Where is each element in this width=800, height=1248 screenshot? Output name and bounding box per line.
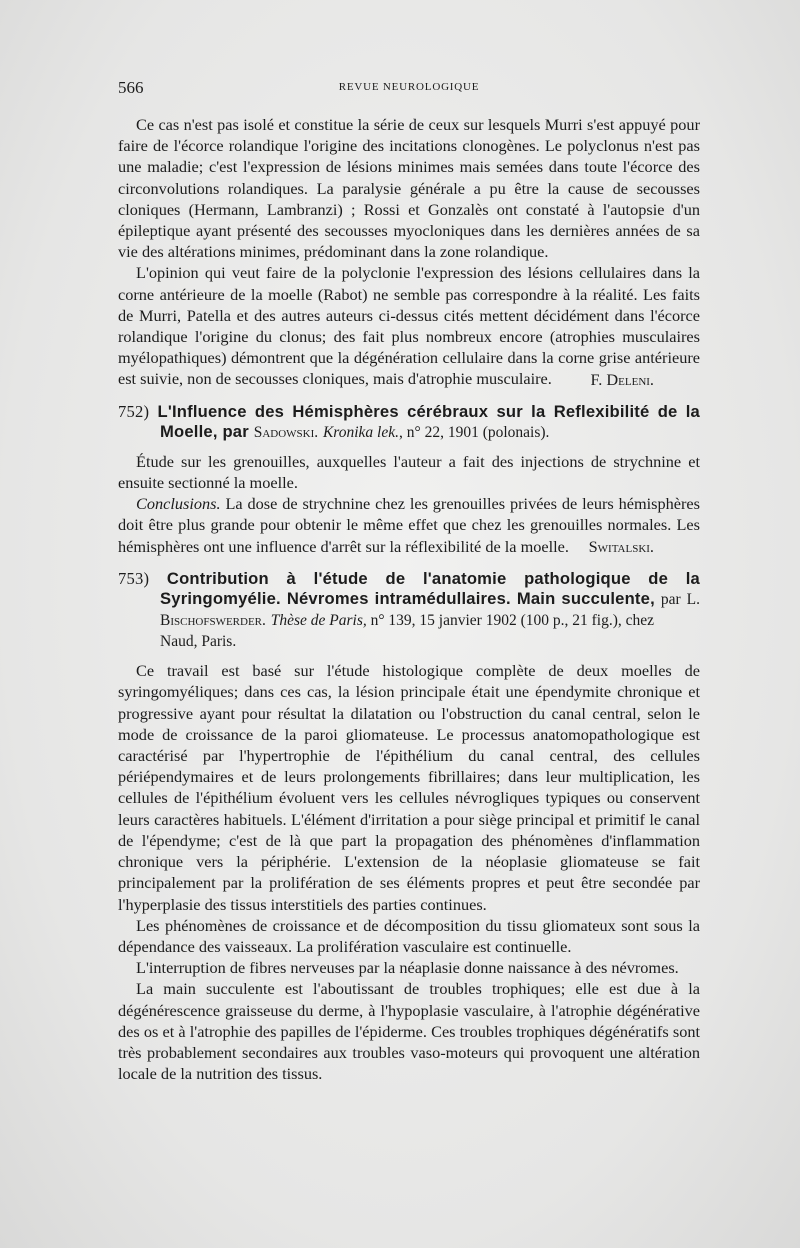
signature-switalski: Switalski.: [588, 536, 654, 556]
entry-752-journal: Kronika lek.: [322, 423, 399, 441]
entry-753-title: Contribution à l'étude de l'anatomie pathologique de la Syringomyélie. Névromes intramédullaires. Main succulente,: [160, 569, 700, 609]
entry-753-paragraph-1: Ce travail est basé sur l'étude histologique complète de deux moelles de syringomyéliques; dans ces cas, la lésion principale était une épendymite chronique et progressive ayant pour résultat la dilatation ou l'obstruction du canal central, selon le mode de croissance de la paroi gliomateuse. Le processus anatomopathologique est caractérisé par l'hypertrophie de l'épithélium du canal central, des cellules périépendymaires et de leurs prolongements fibrillaires; dans leur multiplication, les cellules de l'épithélium évoluent vers les cellules névrogliques typiques ou conservent leurs caractères habituels. L'élément d'irritation a pour siège principal et primitif le canal de l'épendyme; c'est de là que part la propagation des phénomènes d'inflammation chronique vers la périphérie. L'extension de la néoplasie gliomateuse se fait principalement par la prolifération de ses éléments propres et peut être secondée par l'hyperplasie des tissus interstitiels des parties continues.: [118, 661, 700, 914]
entry-753-paragraph-3: L'interruption de fibres nerveuses par la néaplasie donne naissance à des névromes.: [136, 958, 679, 978]
entry-753: [118, 569, 700, 1084]
entry-753-paragraph-4: La main succulente est l'aboutissant de troubles trophiques; elle est due à la dégénérescence graisseuse du derme, à l'hypoplasie vasculaire, à l'atrophie dégénérative des os et à l'atrophie des papilles de l'épiderme. Ces troubles trophiques dégénératifs sont très probablement secondaires aux troubles vaso-moteurs qui provoquent une altération locale de la nutrition des tissus.: [118, 979, 700, 1084]
entry-753-par: par: [660, 591, 681, 609]
conclusions-label: Conclusions.: [136, 494, 221, 514]
body-text: [118, 114, 700, 1084]
running-head: [118, 78, 700, 100]
entry-753-ref: n° 139, 15 janvier 1902 (100 p., 21 fig.), chez: [370, 612, 655, 630]
entry-752-ref: , n° 22, 1901 (polonais).: [399, 423, 550, 441]
intro-paragraph-2: L'opinion qui veut faire de la polyclonie l'expression des lésions cellulaires dans la corne antérieure de la moelle (Rabot) ne semble pas correspondre à la réalité. Les faits de Murri, Patella et des autres auteurs ci-dessus cités mettent décidément dans l'écorce rolandique l'origine du clonus; des fait plus nombreux encore (atrophies musculaires myélopathiques) démontrent que la dégénération cellulaire dans la corne grise antérieure est suivie, non de secousses cloniques, mais d'atrophie musculaire.: [118, 263, 700, 389]
entry-752-author: Sadowski.: [253, 423, 319, 441]
signature-deleni: F. Deleni.: [590, 369, 654, 389]
entry-752-number: 752): [118, 401, 150, 421]
entry-752-paragraph-2: Conclusions. La dose de strychnine chez les grenouilles privées de leurs hémisphères doit être plus grande pour obtenir le même effet que chez les grenouilles normales. Les hémisphères ont une influence d'arrêt sur la réflexibilité de la moelle.: [118, 494, 700, 556]
entry-752-heading: [118, 402, 700, 443]
entry-752-paragraph-1: Étude sur les grenouilles, auxquelles l'auteur a fait des injections de strychnine et ensuite sectionné la moelle.: [118, 451, 700, 493]
entry-753-author: L. Bischofswerder.: [160, 591, 701, 630]
journal-title: REVUE NEUROLOGIQUE: [338, 81, 480, 93]
entry-753-paragraph-2: Les phénomènes de croissance et de décomposition du tissu gliomateux sont sous la dépendance des vaisseaux. La prolifération vasculaire est continuelle.: [118, 915, 700, 956]
intro-paragraph-1: Ce cas n'est pas isolé et constitue la série de ceux sur lesquels Murri s'est appuyé pour faire de l'écorce rolandique l'origine des incitations clonogènes. Le polyclonus n'est pas une maladie; c'est l'expression de lésions minimes mais semées dans toute l'écorce des circonvolutions rolandiques. La paralysie générale a pu être la cause de secousses cloniques (Hermann, Lambranzi) ; Rossi et Gonzalès ont constaté à l'autopsie d'un épileptique ayant présenté des secousses myocloniques dans les dernières années de sa vie des altérations minimes, prédominant dans la zone rolandique.: [118, 115, 700, 262]
entry-753-heading: [118, 569, 700, 631]
entry-753-thesis: Thèse de Paris,: [270, 612, 367, 630]
entry-753-number: 753): [118, 569, 150, 589]
entry-752: [118, 402, 700, 557]
page-number: 566: [118, 78, 144, 97]
entry-752-title: L'Influence des Hémisphères cérébraux sur la Reflexibilité de la Moelle, par: [157, 401, 700, 441]
entry-753-publisher: Naud, Paris.: [160, 633, 237, 651]
